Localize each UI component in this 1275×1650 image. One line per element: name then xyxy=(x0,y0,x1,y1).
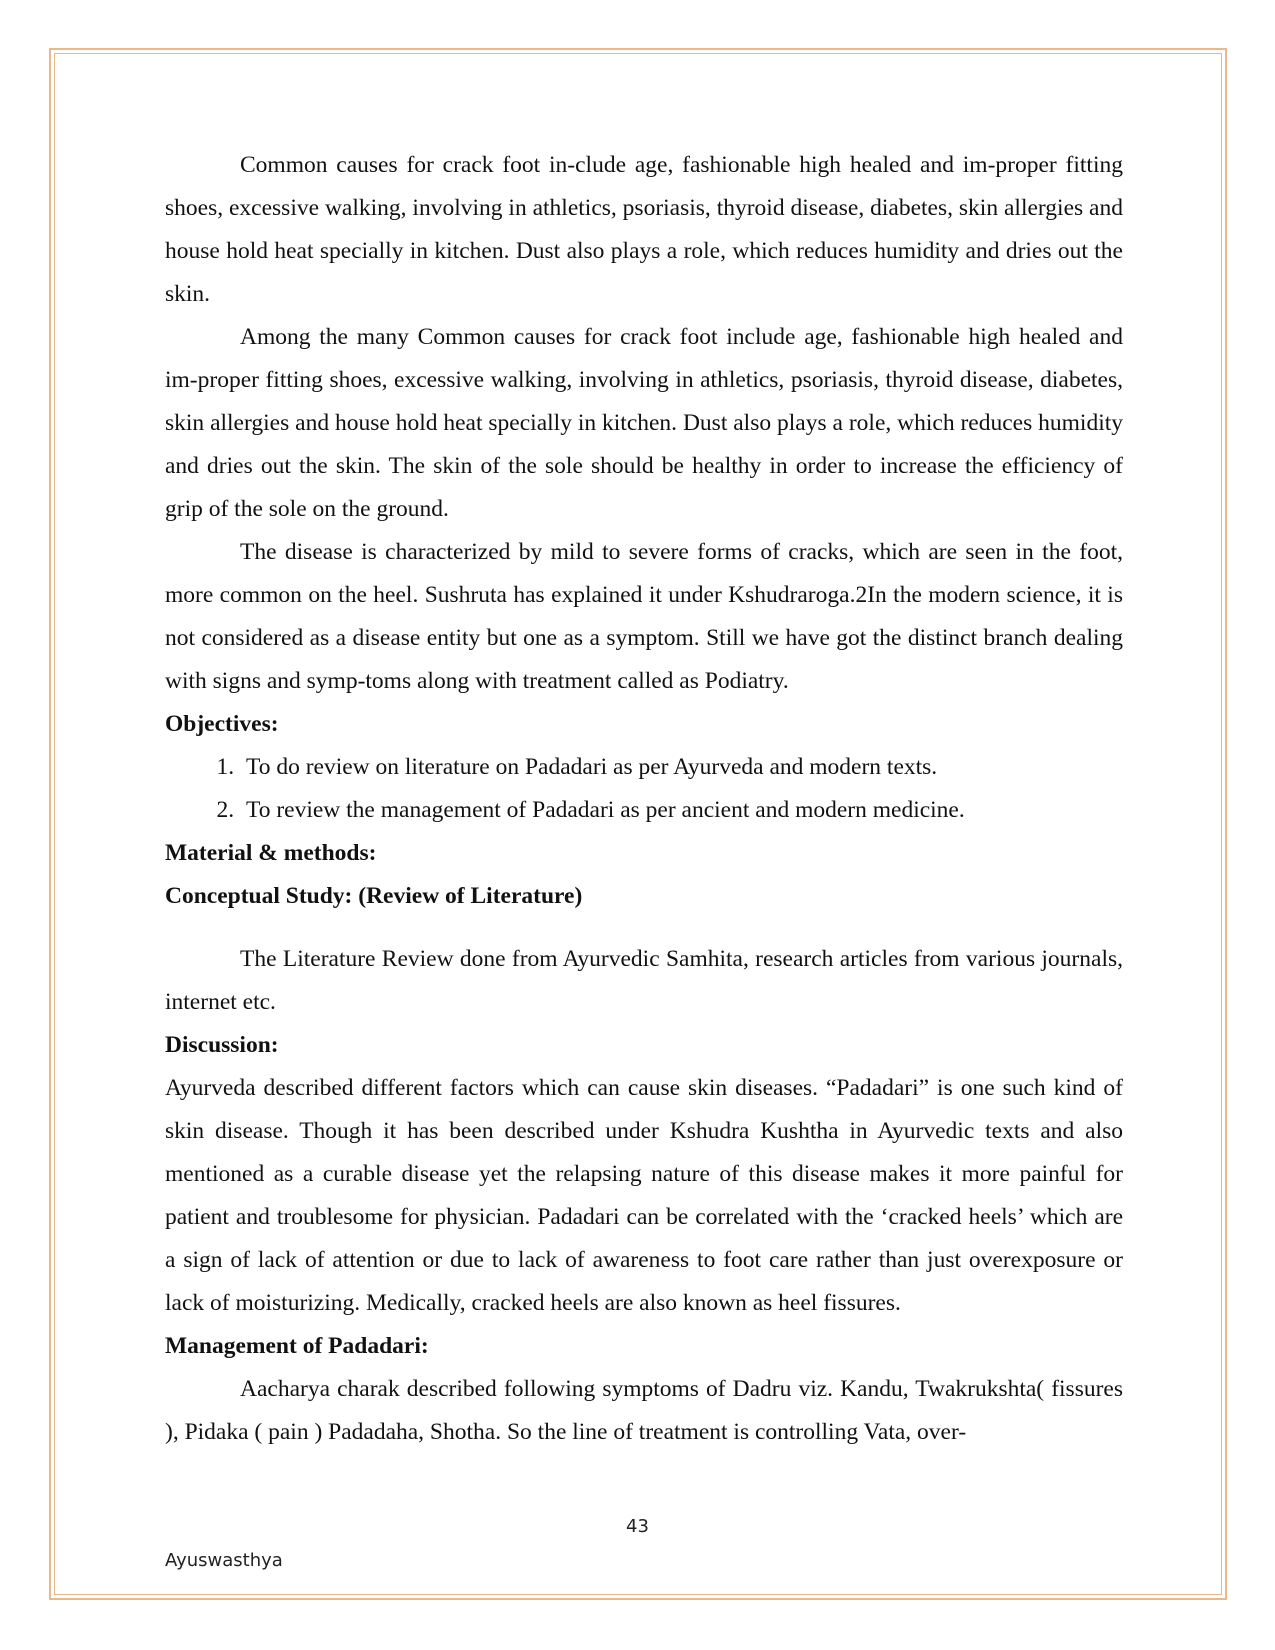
paragraph-common-causes: Among the many Common causes for crack foot include age, fashionable high healed and im-proper fitting shoes, excessive walking, involving in athletics, psoriasis, thyroid disease, diabetes, skin allergies and house hold heat specially in kitchen. Dust also plays a role, which reduces humidity and dries out the skin. The skin of the sole should be healthy in order to increase the efficiency of grip of the sole on the ground. xyxy=(165,324,1123,522)
article-body xyxy=(165,144,1123,1454)
spacer xyxy=(165,918,1123,938)
paragraph-literature-review: The Literature Review done from Ayurvedic Samhita, research articles from various journals, internet etc. xyxy=(165,946,1123,1015)
paragraph-management: Aacharya charak described following symptoms of Dadru viz. Kandu, Twakrukshta( fissures ), Pidaka ( pain ) Padadaha, Shotha. So the line of treatment is controlling Vata, over- xyxy=(165,1376,1123,1445)
objectives-list xyxy=(165,746,1123,832)
management-heading: Management of Padadari: xyxy=(165,1333,429,1359)
journal-name: Ayuswasthya xyxy=(165,1550,283,1571)
paragraph-causes: Common causes for crack foot in-clude age, fashionable high healed and im-proper fitting shoes, excessive walking, involving in athletics, psoriasis, thyroid disease, diabetes, skin allergies and house hold heat specially in kitchen. Dust also plays a role, which reduces humidity and dries out the skin. xyxy=(165,152,1123,307)
conceptual-study-heading: Conceptual Study: (Review of Literature) xyxy=(165,883,583,909)
discussion-heading: Discussion: xyxy=(165,1032,279,1058)
objectives-heading: Objectives: xyxy=(165,711,279,737)
objective-item: 1. To do review on literature on Padadari as per Ayurveda and modern texts. xyxy=(240,746,1123,789)
paragraph-discussion: Ayurveda described different factors which can cause skin diseases. “Padadari” is one such kind of skin disease. Though it has been described under Kshudra Kushtha in Ayurvedic texts and also mentioned as a curable disease yet the relapsing nature of this disease makes it more painful for patient and troublesome for physician. Padadari can be correlated with the ‘cracked heels’ which are a sign of lack of attention or due to lack of awareness to foot care rather than just overexposure or lack of moisturizing. Medically, cracked heels are also known as heel fissures. xyxy=(165,1075,1123,1316)
paragraph-characterization: The disease is characterized by mild to severe forms of cracks, which are seen in the foot, more common on the heel. Sushruta has explained it under Kshudraroga.2In the modern science, it is not considered as a disease entity but one as a symptom. Still we have got the distinct branch dealing with signs and symp-toms along with treatment called as Podiatry. xyxy=(165,539,1123,694)
methods-heading: Material & methods: xyxy=(165,840,377,866)
objective-item: 2. To review the management of Padadari as per ancient and modern medicine. xyxy=(240,789,1123,832)
page-number: 43 xyxy=(626,1516,649,1537)
